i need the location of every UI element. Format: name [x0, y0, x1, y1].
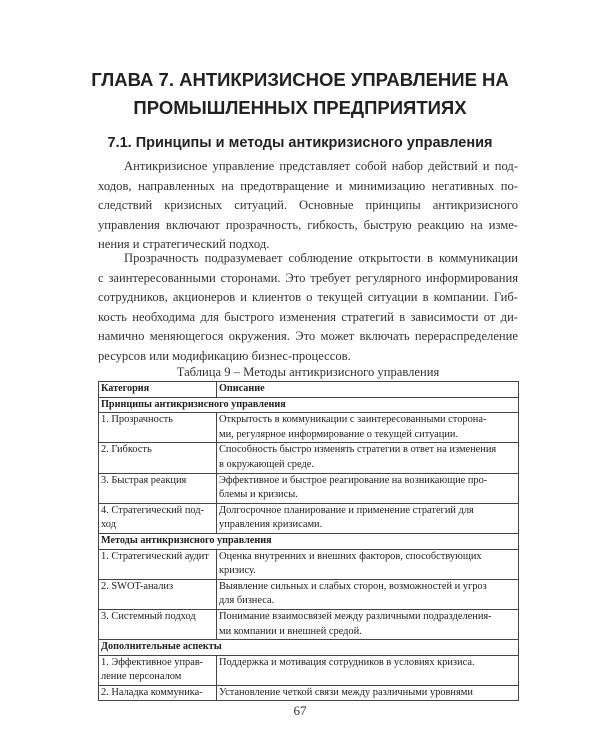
- cell-line: Установление четкой связи между различными уровнями: [219, 686, 473, 698]
- table-row: [99, 549, 519, 579]
- group-title: Принципы антикризисного управления: [99, 397, 519, 413]
- cell-line: для бизнеса.: [219, 595, 275, 607]
- table-row: [99, 579, 519, 609]
- cell-line: Долгосрочное планирование и применение стратегий для: [219, 504, 474, 516]
- paragraph-1: [98, 157, 518, 255]
- table-row: [99, 413, 519, 443]
- cell-line: 1. Эффективное управ-: [101, 656, 204, 668]
- table-row: [99, 609, 519, 639]
- cell-line: управления кризисами.: [219, 519, 323, 531]
- page-number: 67: [293, 703, 307, 718]
- cell-line: 1. Стратегический аудит: [101, 550, 209, 562]
- cell-line: Открытость в коммуникации с заинтересованными сторона-: [219, 414, 487, 426]
- cell-line: Оценка внутренних и внешних факторов, способствующих: [219, 550, 482, 562]
- cell-line: ление персоналом: [101, 671, 182, 683]
- group-title: Дополнительные аспекты: [99, 640, 519, 656]
- category-cell: [99, 443, 217, 473]
- cell-line: блемы и кризисы.: [219, 489, 298, 501]
- group-title: Методы антикризисного управления: [99, 533, 519, 549]
- cell-line: 2. Наладка коммуника-: [101, 686, 203, 698]
- cell-line: 4. Стратегический под-: [101, 504, 205, 516]
- section-title: 7.1. Принципы и методы антикризисного управления: [107, 135, 493, 151]
- cell-line: ми компании и внешней средой.: [219, 625, 362, 637]
- chapter-title: [60, 66, 540, 122]
- cell-line: Выявление сильных и слабых сторон, возможностей и угроз: [219, 580, 487, 592]
- category-cell: [99, 473, 217, 503]
- methods-table: [98, 381, 519, 701]
- paragraph-2: [98, 249, 518, 367]
- description-cell: [217, 473, 519, 503]
- cell-line: Понимание взаимосвязей между различными подразделения-: [219, 610, 492, 622]
- paragraph-line: ресурсов или модификацию бизнес-процессов.: [98, 348, 351, 363]
- cell-line: кризису.: [219, 565, 256, 577]
- table-caption: Таблица 9 – Методы антикризисного управления: [176, 365, 440, 379]
- chapter-title-line: ПРОМЫШЛЕННЫХ ПРЕДПРИЯТИЯХ: [133, 97, 467, 118]
- description-cell: [217, 579, 519, 609]
- cell-line: 3. Системный подход: [101, 610, 196, 622]
- category-cell: [99, 655, 217, 685]
- table-row: [99, 503, 519, 533]
- table-group-row: [99, 397, 519, 413]
- cell-line: 2. SWOT-анализ: [101, 580, 174, 592]
- description-cell: [217, 503, 519, 533]
- paragraph-line: кость необходима для быстрого изменения стратегий в зависимости от ди-: [98, 309, 518, 324]
- description-cell: [217, 549, 519, 579]
- cell-line: 3. Быстрая реакция: [101, 474, 187, 486]
- chapter-title-line: ГЛАВА 7. АНТИКРИЗИСНОЕ УПРАВЛЕНИЕ НА: [91, 69, 509, 90]
- category-cell: [99, 579, 217, 609]
- description-cell: [217, 655, 519, 685]
- cell-line: Поддержка и мотивация сотрудников в условиях кризиса.: [219, 656, 475, 668]
- cell-line: 2. Гибкость: [101, 444, 152, 456]
- cell-line: ми, регулярное информирование о текущей ситуации.: [219, 428, 459, 440]
- paragraph-line: следствий кризисных ситуаций. Основные принципы антикризисного: [98, 198, 518, 213]
- cell-line: ход: [101, 519, 116, 531]
- description-cell: [217, 609, 519, 639]
- paragraph-line: Прозрачность подразумевает соблюдение открытости в коммуникации: [124, 251, 518, 265]
- table-group-row: [99, 640, 519, 656]
- cell-line: 1. Прозрачность: [101, 414, 173, 426]
- table-group-row: [99, 533, 519, 549]
- paragraph-line: Антикризисное управление представляет собой набор действий и под-: [124, 159, 518, 173]
- paragraph-line: ходов, направленных на предотвращение и минимизацию негативных по-: [98, 178, 518, 193]
- column-header-description: Описание: [217, 382, 519, 398]
- description-cell: [217, 443, 519, 473]
- description-cell: [217, 685, 519, 701]
- table-row: [99, 443, 519, 473]
- paragraph-line: сотрудников, акционеров и клиентов о текущей ситуации в компании. Гиб-: [98, 290, 518, 305]
- paragraph-line: с заинтересованными сторонами. Это требует регулярного информирования: [98, 270, 518, 285]
- table-header-row: [99, 382, 519, 398]
- category-cell: [99, 413, 217, 443]
- category-cell: [99, 685, 217, 701]
- cell-line: Способность быстро изменять стратегии в ответ на изменения: [219, 444, 497, 456]
- category-cell: [99, 609, 217, 639]
- category-cell: [99, 503, 217, 533]
- table-row: [99, 473, 519, 503]
- table-row: [99, 685, 519, 701]
- cell-line: Эффективное и быстрое реагирование на возникающие про-: [219, 474, 488, 486]
- table-row: [99, 655, 519, 685]
- column-header-category: Категория: [99, 382, 217, 398]
- paragraph-line: намично меняющегося окружения. Это может включать перераспределение: [98, 329, 518, 344]
- description-cell: [217, 413, 519, 443]
- paragraph-line: управления включают прозрачность, гибкость, быструю реакцию на изме-: [98, 217, 518, 232]
- category-cell: [99, 549, 217, 579]
- paragraph-line: нения и стратегический подход.: [98, 237, 270, 252]
- cell-line: в окружающей среде.: [219, 458, 314, 470]
